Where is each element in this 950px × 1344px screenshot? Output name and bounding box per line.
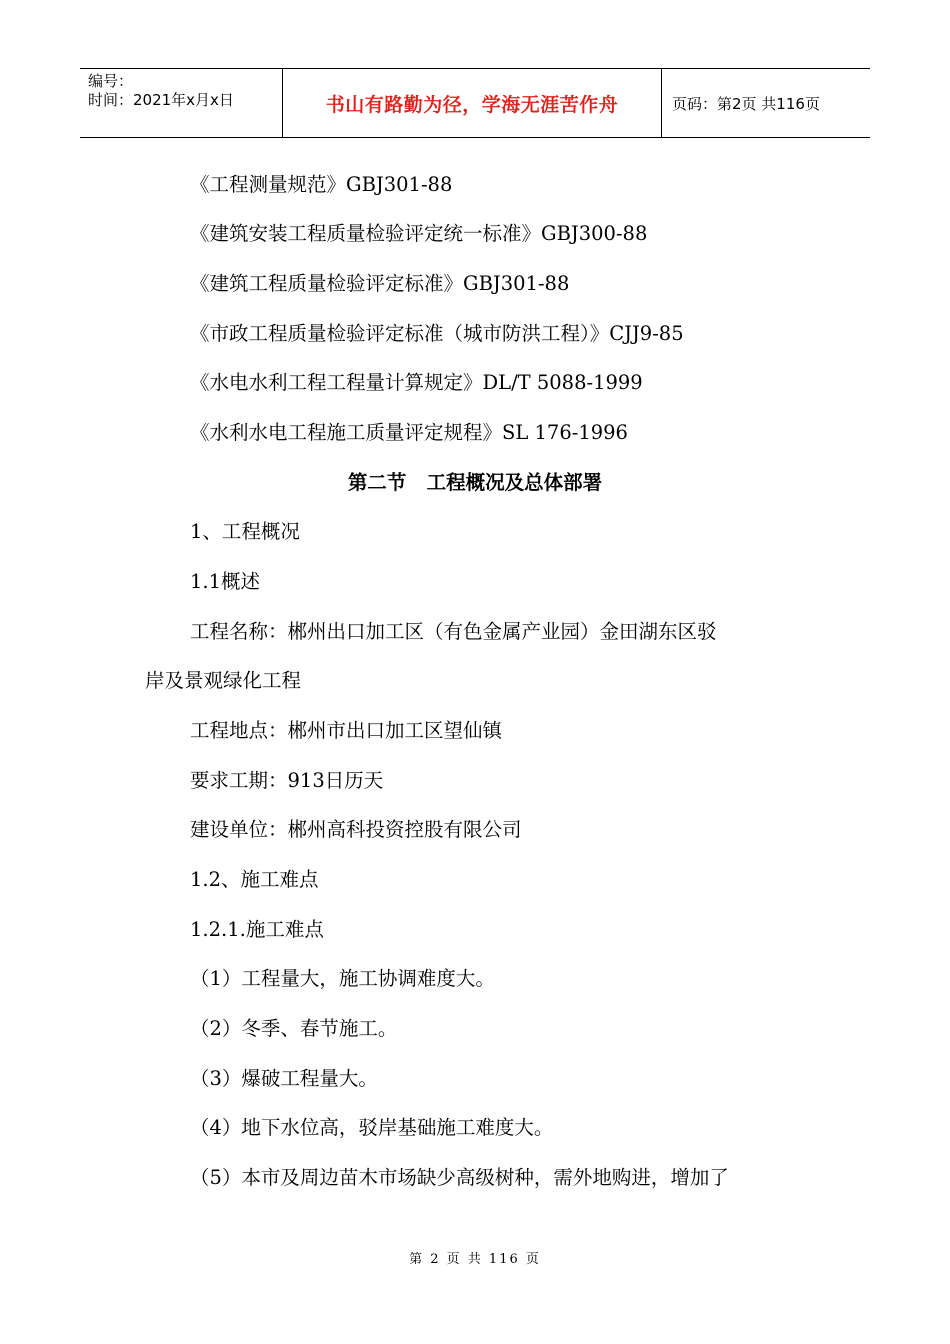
page-footer: 第 2 页 共 116 页 (409, 1252, 541, 1267)
paragraph: 建设单位：郴州高科投资控股有限公司 (190, 818, 522, 841)
section-heading: 第二节 工程概况及总体部署 (347, 471, 603, 494)
reference-item: 《建筑安装工程质量检验评定统一标准》GBJ300-88 (190, 222, 648, 245)
list-item: （4）地下水位高，驳岸基础施工难度大。 (190, 1116, 554, 1139)
paragraph-continuation: 岸及景观绿化工程 (145, 669, 302, 692)
list-item: （2）冬季、春节施工。 (190, 1017, 398, 1040)
reference-item: 《工程测量规范》GBJ301-88 (190, 173, 453, 196)
list-item: （5）本市及周边苗木市场缺少高级树种，需外地购进，增加了 (190, 1166, 729, 1189)
header-meta-cell (80, 69, 283, 137)
paragraph: 要求工期：913日历天 (190, 769, 384, 792)
reference-item: 《水利水电工程施工质量评定规程》SL 176-1996 (190, 421, 628, 444)
page-header (80, 68, 870, 138)
reference-item: 《市政工程质量检验评定标准（城市防洪工程）》CJJ9-85 (190, 322, 684, 345)
document-time-label: 时间：2021年x月x日 (88, 91, 234, 109)
paragraph: 1.1概述 (190, 570, 261, 593)
paragraph: 1、工程概况 (190, 520, 300, 543)
paragraph: 1.2.1.施工难点 (190, 918, 324, 941)
header-motto: 书山有路勤为径，学海无涯苦作舟 (283, 69, 662, 137)
paragraph: 工程地点：郴州市出口加工区望仙镇 (190, 719, 503, 742)
paragraph: 1.2、施工难点 (190, 868, 319, 891)
document-number-label: 编号： (88, 72, 134, 90)
header-page-info: 页码：第2页 共116页 (672, 94, 820, 113)
header-page-info-cell (662, 69, 870, 137)
list-item: （1）工程量大，施工协调难度大。 (190, 967, 495, 990)
list-item: （3）爆破工程量大。 (190, 1067, 378, 1090)
paragraph: 工程名称：郴州出口加工区（有色金属产业园）金田湖东区驳 (190, 620, 717, 643)
reference-item: 《建筑工程质量检验评定标准》GBJ301-88 (190, 272, 570, 295)
reference-item: 《水电水利工程工程量计算规定》DL/T 5088-1999 (190, 371, 643, 394)
